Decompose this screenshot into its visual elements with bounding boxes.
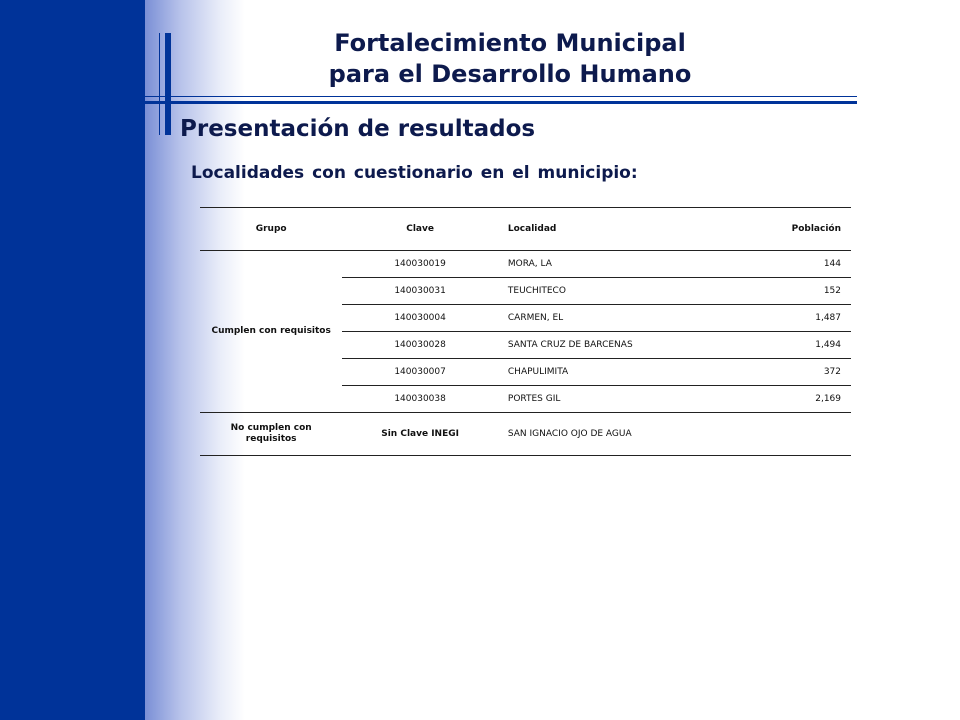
sidebar-band — [0, 0, 145, 720]
poblacion-cell: 1,487 — [741, 305, 851, 332]
group-cell-cumplen: Cumplen con requisitos — [200, 251, 342, 413]
localidad-cell: SANTA CRUZ DE BARCENAS — [498, 332, 741, 359]
localidad-cell: SAN IGNACIO OJO DE AGUA — [498, 413, 741, 456]
localities-table — [200, 207, 851, 456]
decorative-vertical-bar — [165, 33, 171, 135]
poblacion-cell: 372 — [741, 359, 851, 386]
poblacion-cell: 152 — [741, 278, 851, 305]
clave-cell: 140030031 — [342, 278, 498, 305]
poblacion-cell — [741, 413, 851, 456]
clave-cell: 140030007 — [342, 359, 498, 386]
header-clave: Clave — [342, 208, 498, 251]
header-grupo: Grupo — [200, 208, 342, 251]
table-header-row — [200, 208, 851, 251]
poblacion-cell: 1,494 — [741, 332, 851, 359]
slide-title-line2: para el Desarrollo Humano — [328, 60, 692, 88]
localidad-cell: TEUCHITECO — [498, 278, 741, 305]
header-poblacion: Población — [741, 208, 851, 251]
group-cell-no-cumplen: No cumplen con requisitos — [200, 413, 342, 456]
poblacion-cell: 144 — [741, 251, 851, 278]
header-localidad: Localidad — [498, 208, 741, 251]
localidad-cell: CHAPULIMITA — [498, 359, 741, 386]
poblacion-cell: 2,169 — [741, 386, 851, 413]
table-row — [200, 413, 851, 456]
clave-cell: 140030038 — [342, 386, 498, 413]
clave-cell: 140030028 — [342, 332, 498, 359]
clave-cell: 140030004 — [342, 305, 498, 332]
slide-subtitle: Presentación de resultados — [180, 116, 536, 142]
localidad-cell: MORA, LA — [498, 251, 741, 278]
slide-title-line1: Fortalecimiento Municipal — [334, 29, 686, 57]
slide-title — [240, 28, 780, 90]
table-row — [200, 251, 851, 278]
decorative-vertical-line — [159, 33, 160, 135]
section-label: Localidades con cuestionario en el municipio: — [191, 163, 638, 183]
localidad-cell: PORTES GIL — [498, 386, 741, 413]
decorative-horizontal-line-thin — [145, 96, 857, 97]
clave-cell: 140030019 — [342, 251, 498, 278]
clave-cell: Sin Clave INEGI — [342, 413, 498, 456]
localidad-cell: CARMEN, EL — [498, 305, 741, 332]
decorative-horizontal-line — [145, 101, 857, 104]
